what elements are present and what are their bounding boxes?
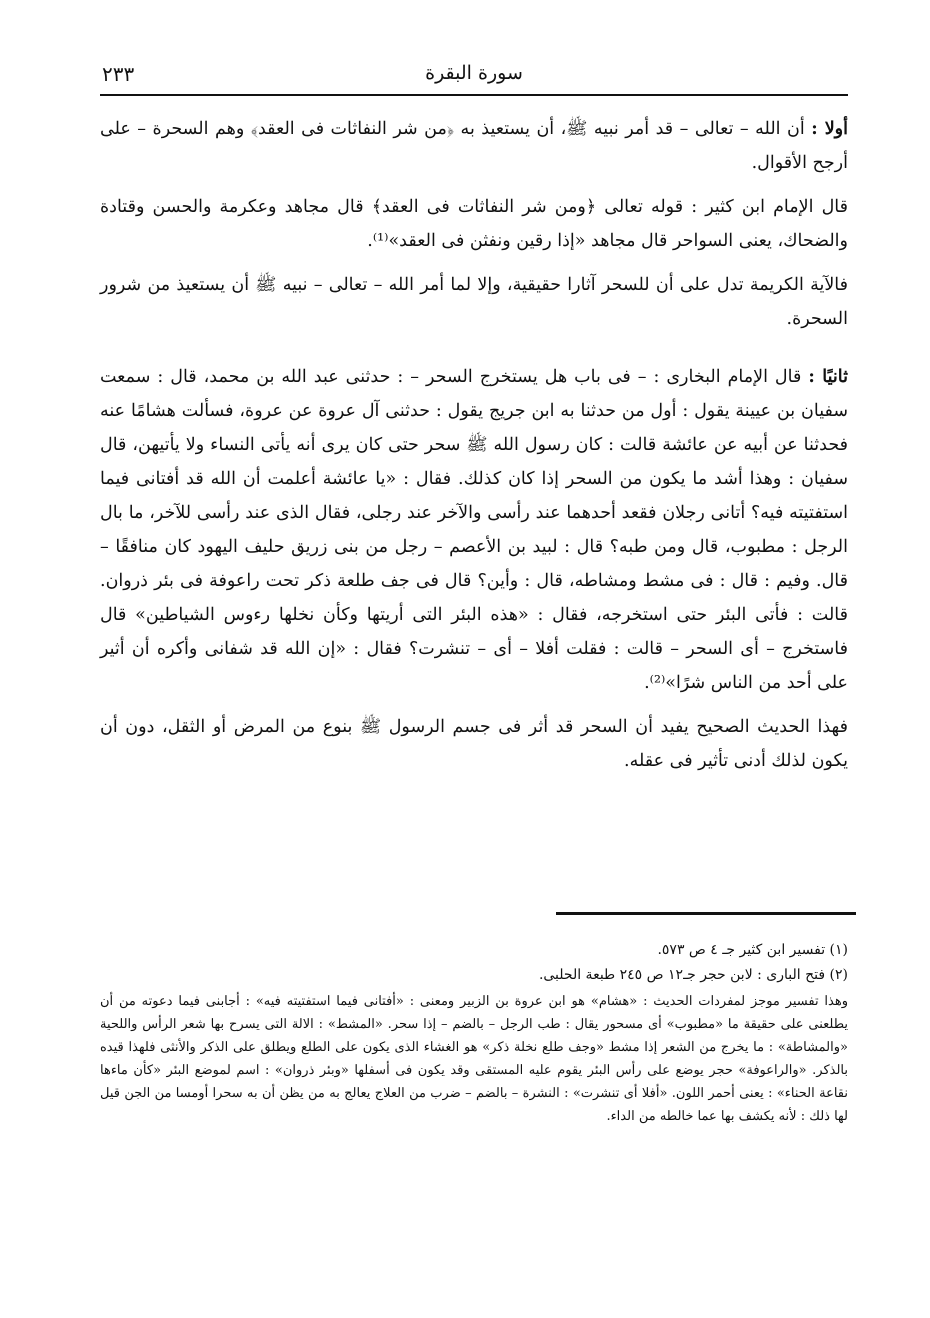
- vocabulary-gloss: وهذا تفسير موجز لمفردات الحديث : «هشام» هو ابن عروة بن الزبير ومعنى : «أفتانى فيما استفتيته فيه» : أجابنى فيما دعوته من أن يطلعنى على حقيقة ما «مطبوب» أى مسحور يقال : طب الرجل – بالضم – إذا سحر. «المشط» : الالة التى يسرح بها شعر الرأس واللحية «والمشاطة» : ما يخرج من الشعر إذا مشط «وجف طلع نخلة ذكر» هو الغشاء الذى يكون على الطلع ويطلق على الذكر والأنثى فلهذا قيده بالذكر. «والراعوفة» حجر يوضع على رأس البئر يقوم عليه المستقى وقد يكون فى أسفلها «وبئر ذروان» : اسم لموضع البئر «كأن ماءها نقاعة الحناء» : يعنى أحمر اللون. «أفلا أى تنشرت» : النشرة – بالضم – ضرب من العلاج يعالج به من يظن أن به سحرا أومسا من الجن قيل لها ذلك : لأنه يكشف بها عما خالطه من الداء.: [100, 994, 848, 1124]
- paragraph: [100, 268, 848, 336]
- paragraph-text: أن الله – تعالى – قد أمر نبيه ﷺ، أن يستعيذ به ﴿من شر النفاثات فى العقد﴾ وهم السحرة – على أرجح الأقوال.: [100, 119, 848, 173]
- paragraph: [100, 190, 848, 258]
- paragraph-lead: أولا :: [811, 119, 848, 139]
- footnote: (١) تفسير ابن كثير جـ ٤ ص ٥٧٣.: [657, 942, 848, 958]
- main-text: [100, 112, 848, 788]
- footnote: (٢) فتح البارى : لابن حجر جـ١٢ ص ٢٤٥ طبعة الحلبى.: [538, 967, 848, 983]
- footnotes: [100, 938, 848, 1128]
- paragraph-text: فهذا الحديث الصحيح يفيد أن السحر قد أثر فى جسم الرسول ﷺ بنوع من المرض أو الثقل، دون أن يكون لذلك أدنى تأثير فى عقله.: [100, 717, 848, 771]
- paragraph: [100, 112, 848, 180]
- paragraph-text: قال الإمام البخارى : – فى باب هل يستخرج السحر – : حدثنى عبد الله بن محمد، قال : سمعت سفيان بن عيينة يقول : أول من حدثنا به ابن جريج يقول : حدثنى آل عروة عن عروة، فسألت هشامًا عنه فحدثنا عن أبيه عن عائشة قالت : كان رسول الله ﷺ سحر حتى كان يرى أنه يأتى النساء ولا يأتيهن، قال سفيان : وهذا أشد ما يكون من السحر إذا كان كذلك. فقال : «يا عائشة أعلمت أن الله قد أفتانى فيما استفتيته فيه؟ أتانى رجلان فقعد أحدهما عند رأسى والآخر عند رجلى، فقال الذى عند رأسى للآخر، ما بال الرجل : مطبوب، قال ومن طبه؟ قال : لبيد بن الأعصم – رجل من بنى زريق حليف اليهود كان منافقًا – قال. وفيم : قال : فى مشط ومشاطه، قال : وأين؟ قال فى جف طلعة ذكر تحت راعوفة فى بئر ذروان. قالت : فأتى البئر حتى استخرجه، فقال : «هذه البئر التى أريتها وكأن نخلها رءوس الشياطين» قال فاستخرج – أى السحر – قالت : فقلت أفلا – أى – تنشرت؟ فقال : «إن الله قد شفانى وأكره أن أثير على أحد من الناس شرًا»⁽²⁾.: [100, 367, 848, 693]
- paragraph-lead: ثانيًا :: [808, 367, 848, 387]
- footnote-rule: [556, 912, 856, 915]
- page-number: ٢٣٣: [102, 62, 135, 86]
- header-rule: [100, 94, 848, 96]
- surah-title: سورة البقرة: [425, 62, 523, 84]
- paragraph: [100, 710, 848, 778]
- paragraph: [100, 360, 848, 700]
- paragraph-text: فالآية الكريمة تدل على أن للسحر آثارا حقيقية، وإلا لما أمر الله – تعالى – نبيه ﷺ أن يستعيذ من شرور السحرة.: [100, 275, 848, 329]
- paragraph-text: قال الإمام ابن كثير : قوله تعالى ﴿ومن شر النفاثات فى العقد﴾ قال مجاهد وعكرمة والحسن وقتادة والضحاك، يعنى السواحر قال مجاهد «إذا رقين ونفثن فى العقد»⁽¹⁾.: [100, 197, 848, 251]
- page-header: [100, 58, 848, 92]
